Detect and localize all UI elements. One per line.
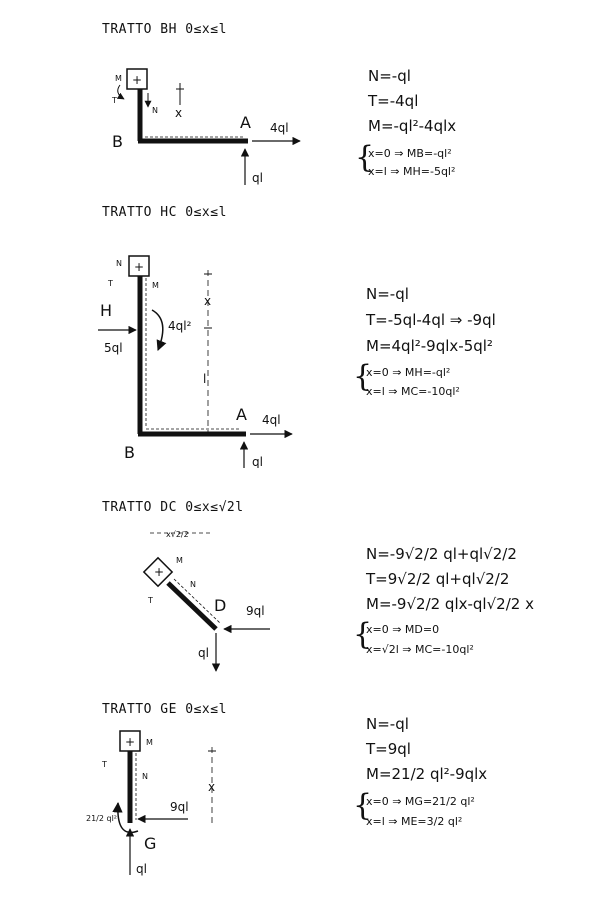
load-up-label: ql (252, 171, 263, 185)
label-l: l (203, 372, 207, 386)
load-h-label: 9ql (246, 604, 265, 618)
moment-arrow (152, 310, 163, 350)
node-d-label: D (214, 596, 227, 615)
bc-1-bh: x=0 ⇒ MB=-ql² (368, 147, 452, 160)
equation-n-hc: N=-ql (366, 285, 409, 303)
diagram-hc (90, 248, 330, 468)
load-up-label: ql (252, 455, 263, 468)
label-n: N (190, 580, 196, 589)
load-h-label: 9ql (170, 800, 189, 814)
label-t: T (148, 596, 153, 605)
moment-label: 21/2 ql² (86, 814, 118, 823)
label-x: x (204, 294, 212, 308)
section-title-ge: TRATTO GE 0≤x≤l (102, 702, 227, 717)
equation-t-bh: T=-4ql (368, 92, 419, 110)
node-a-label: A (240, 113, 251, 132)
brace-bh: { (355, 140, 375, 175)
brace-ge: { (353, 788, 373, 823)
equation-m-dc: M=-9√2/2 qlx-ql√2/2 x (366, 595, 534, 613)
label-m: M (176, 556, 183, 565)
load-h-label: 5ql (104, 341, 123, 355)
plus-sign: + (154, 565, 165, 579)
bc-1-ge: x=0 ⇒ MG=21/2 ql² (366, 795, 475, 808)
load-right-label: 4ql (270, 121, 289, 135)
node-g-label: G (144, 834, 157, 853)
plus-sign: + (134, 260, 145, 274)
section-title-dc: TRATTO DC 0≤x≤√2l (102, 500, 244, 515)
label-m: M (152, 281, 159, 290)
load-up-label: ql (136, 862, 147, 876)
load-down-label: ql (198, 646, 209, 660)
equation-m-bh: M=-ql²-4qlx (368, 117, 457, 135)
moment-arrow (118, 85, 124, 99)
bc-2-dc: x=√2l ⇒ MC=-10ql² (366, 643, 474, 656)
equation-m-ge: M=21/2 ql²-9qlx (366, 765, 488, 783)
diagram-bh (90, 55, 320, 195)
diagram-ge (80, 725, 240, 885)
load-right-label: 4ql (262, 413, 281, 427)
label-n: N (152, 106, 158, 115)
bc-2-ge: x=l ⇒ ME=3/2 ql² (366, 815, 463, 828)
label-x: x (175, 106, 183, 120)
plus-sign: + (125, 735, 136, 749)
diagram-dc (120, 525, 290, 675)
moment-label: 4ql² (168, 319, 192, 333)
brace-dc: { (353, 617, 373, 652)
section-title-hc: TRATTO HC 0≤x≤l (102, 205, 227, 220)
plus-sign: + (132, 73, 143, 87)
bc-2-bh: x=l ⇒ MH=-5ql² (368, 165, 456, 178)
label-m: M (146, 738, 153, 747)
equation-t-dc: T=9√2/2 ql+ql√2/2 (366, 570, 510, 588)
equation-n-dc: N=-9√2/2 ql+ql√2/2 (366, 545, 517, 563)
brace-hc: { (353, 359, 373, 394)
label-t: T (112, 96, 117, 105)
section-title-bh: TRATTO BH 0≤x≤l (102, 22, 227, 37)
node-b-label: B (112, 132, 123, 151)
bc-2-hc: x=l ⇒ MC=-10ql² (366, 385, 460, 398)
label-m: M (115, 74, 122, 83)
equation-n-ge: N=-ql (366, 715, 409, 733)
label-t: T (102, 760, 107, 769)
label-x: x (208, 780, 216, 794)
label-n: N (142, 772, 148, 781)
equation-t-ge: T=9ql (366, 740, 411, 758)
node-h-label: H (100, 301, 113, 320)
node-a-label: A (236, 405, 247, 424)
node-b-label: B (124, 443, 135, 462)
label-n: N (116, 259, 122, 268)
equation-n-bh: N=-ql (368, 67, 411, 85)
label-t: T (108, 279, 113, 288)
equation-t-hc: T=-5ql-4ql ⇒ -9ql (366, 311, 496, 329)
label-x: x√2/2 (166, 530, 189, 539)
bc-1-dc: x=0 ⇒ MD=0 (366, 623, 440, 636)
equation-m-hc: M=4ql²-9qlx-5ql² (366, 337, 493, 355)
beam-diagonal (168, 583, 216, 629)
bc-1-hc: x=0 ⇒ MH=-ql² (366, 366, 451, 379)
